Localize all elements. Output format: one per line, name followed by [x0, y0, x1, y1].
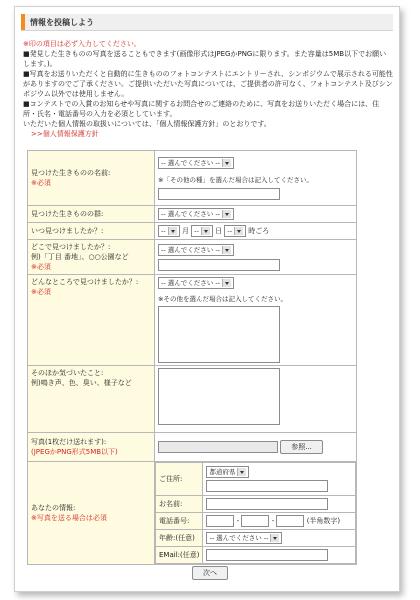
- phone-input-2[interactable]: [241, 515, 269, 527]
- phone-note: (半角数字): [306, 517, 341, 525]
- select-value: -- 選んでください --: [161, 279, 221, 287]
- chevron-down-icon: [201, 227, 210, 235]
- intro-para-4: いただいた個人情報の取扱いについては、「個人情報保護方針」のとおりです。: [23, 120, 271, 128]
- required-mark: ※必須: [31, 263, 51, 271]
- place-textarea[interactable]: [158, 306, 280, 363]
- email-cell: [203, 547, 356, 564]
- when-cell: [155, 223, 357, 240]
- photo-cell: [155, 433, 357, 462]
- row-where: [28, 240, 357, 275]
- info-required: ※写真を送る場合は必須: [31, 514, 107, 522]
- month-unit: 月: [181, 227, 189, 235]
- chevron-down-icon: [237, 468, 246, 476]
- title-bar: [21, 14, 393, 31]
- place-note: ※その他を選んだ場合は記入してください。: [158, 295, 287, 303]
- place-cell: [155, 275, 357, 366]
- required-note: ※印の項目は必ず入力してください。: [23, 40, 141, 48]
- where-cell: [155, 240, 357, 275]
- chevron-down-icon: [270, 534, 279, 542]
- creature-name-select[interactable]: [158, 157, 234, 169]
- required-mark: ※必須: [31, 288, 51, 296]
- where-select[interactable]: [158, 244, 234, 256]
- creature-name-note: ※「その他の種」を選んだ場合は記入してください。: [158, 175, 313, 184]
- photo-format: (JPEGかPNG形式5MB以下): [31, 448, 118, 456]
- row-photo: [28, 433, 357, 462]
- where-example: 例)「丁目 番地」、○○公園など: [31, 253, 129, 261]
- email-row: [156, 547, 356, 564]
- accent-bar: [21, 14, 25, 30]
- row-creature-group: [28, 206, 357, 223]
- chevron-down-icon: [168, 227, 177, 235]
- select-value: --: [227, 227, 233, 235]
- row-when: [28, 223, 357, 240]
- notes-cell: [155, 366, 357, 433]
- select-value: -- 選んでください --: [161, 158, 221, 167]
- chevron-down-icon: [234, 227, 243, 235]
- select-value: -- 選んでください --: [161, 245, 221, 254]
- chevron-down-icon: [222, 279, 231, 287]
- required-mark: ※必須: [31, 179, 51, 187]
- info-label-cell: [28, 462, 155, 565]
- notes-example: 例)鳴き声、色、臭い、様子など: [31, 379, 132, 387]
- age-row: [156, 530, 356, 547]
- row-creature-name: [28, 151, 357, 206]
- next-button[interactable]: 次へ: [192, 566, 228, 580]
- day-select[interactable]: [191, 225, 213, 237]
- select-value: -- 選んでください --: [161, 210, 221, 218]
- intro-text: [23, 39, 393, 139]
- select-value: --: [194, 227, 199, 235]
- phone-sep: -: [271, 517, 275, 525]
- privacy-policy-link[interactable]: >>個人情報保護方針: [31, 130, 99, 138]
- prefecture-select[interactable]: [206, 466, 249, 478]
- age-cell: [203, 530, 356, 547]
- where-label-cell: [28, 240, 155, 275]
- month-select[interactable]: [158, 225, 180, 237]
- fullname-cell: [203, 496, 356, 513]
- row-notes: [28, 366, 357, 433]
- info-cell: [155, 462, 357, 565]
- chevron-down-icon: [222, 210, 231, 218]
- place-label: どんなところで見つけましたか？:: [31, 278, 139, 286]
- intro-para-1: ■発見した生きものの写真を送ることもできます(画像形式はJPEGかPNGに限ります。また容量は5MB以下でお願いします。)。: [23, 50, 387, 68]
- hour-select[interactable]: [224, 225, 246, 237]
- creature-name-label: 見つけた生きものの名前:: [31, 169, 111, 177]
- photo-label: 写真(1枚だけ送れます):: [31, 438, 107, 446]
- creature-group-label: 見つけた生きものの群:: [28, 206, 155, 223]
- creature-group-select[interactable]: [158, 208, 234, 220]
- phone-row: [156, 513, 356, 530]
- info-label: あなたの情報:: [31, 504, 76, 512]
- photo-label-cell: [28, 433, 155, 462]
- address-label: ご住所:: [156, 463, 203, 496]
- email-label: EMail:(任意): [156, 547, 203, 564]
- notes-label: そのほか気づいたこと:: [31, 369, 104, 377]
- row-place: [28, 275, 357, 366]
- place-select[interactable]: [158, 277, 234, 289]
- notes-label-cell: [28, 366, 155, 433]
- phone-input-1[interactable]: [206, 515, 234, 527]
- creature-group-cell: [155, 206, 357, 223]
- fullname-label: お名前:: [156, 496, 203, 513]
- row-your-info: [28, 462, 357, 565]
- fullname-input[interactable]: [206, 498, 328, 510]
- browse-button[interactable]: 参照...: [280, 440, 323, 454]
- fullname-row: [156, 496, 356, 513]
- day-unit: 日: [215, 227, 223, 235]
- phone-label: 電話番号:: [156, 513, 203, 530]
- where-label: どこで見つけましたか？:: [31, 243, 111, 251]
- address-row: [156, 463, 356, 496]
- page-title: 情報を投稿しよう: [30, 18, 94, 27]
- age-select[interactable]: [206, 532, 282, 544]
- submission-form: [27, 150, 357, 565]
- next-area: [0, 566, 420, 580]
- email-input[interactable]: [206, 549, 328, 561]
- photo-file-input[interactable]: [158, 441, 278, 453]
- address-cell: [203, 463, 356, 496]
- select-value: -- 選んでください --: [209, 534, 269, 542]
- creature-name-cell: [155, 151, 357, 206]
- info-subtable: [155, 462, 356, 564]
- where-input[interactable]: [158, 259, 280, 271]
- hour-unit: 時ごろ: [248, 227, 270, 235]
- creature-name-other-input[interactable]: [158, 188, 280, 200]
- select-value: 都道府県: [209, 468, 236, 476]
- phone-cell: [203, 513, 356, 530]
- phone-sep: -: [236, 517, 240, 525]
- chevron-down-icon: [222, 159, 231, 167]
- notes-textarea[interactable]: [158, 368, 280, 425]
- select-value: --: [161, 227, 166, 235]
- creature-name-label-cell: [28, 151, 155, 206]
- intro-para-3: ■コンテストでの入賞のお知らせや写真に関するお問合せのご連絡のために、写真をお送りいただく場合には、住所・氏名・電話番号の入力を必須としています。: [23, 100, 380, 118]
- phone-input-3[interactable]: [276, 515, 304, 527]
- intro-para-2: ■写真をお送りいただくと自動的に生きもののフォトコンテストにエントリーされ、シンポジウムで展示される可能性がありますのでご了承ください。ご提供いただいた写真については、ご提供者の許可なく、フォトコンテスト及びシンポジウム以外では使用しません。: [23, 70, 393, 98]
- when-label: いつ見つけましたか？:: [28, 223, 155, 240]
- address-input[interactable]: [206, 480, 328, 492]
- place-label-cell: [28, 275, 155, 366]
- age-label: 年齢:(任意): [156, 530, 203, 547]
- chevron-down-icon: [222, 246, 231, 254]
